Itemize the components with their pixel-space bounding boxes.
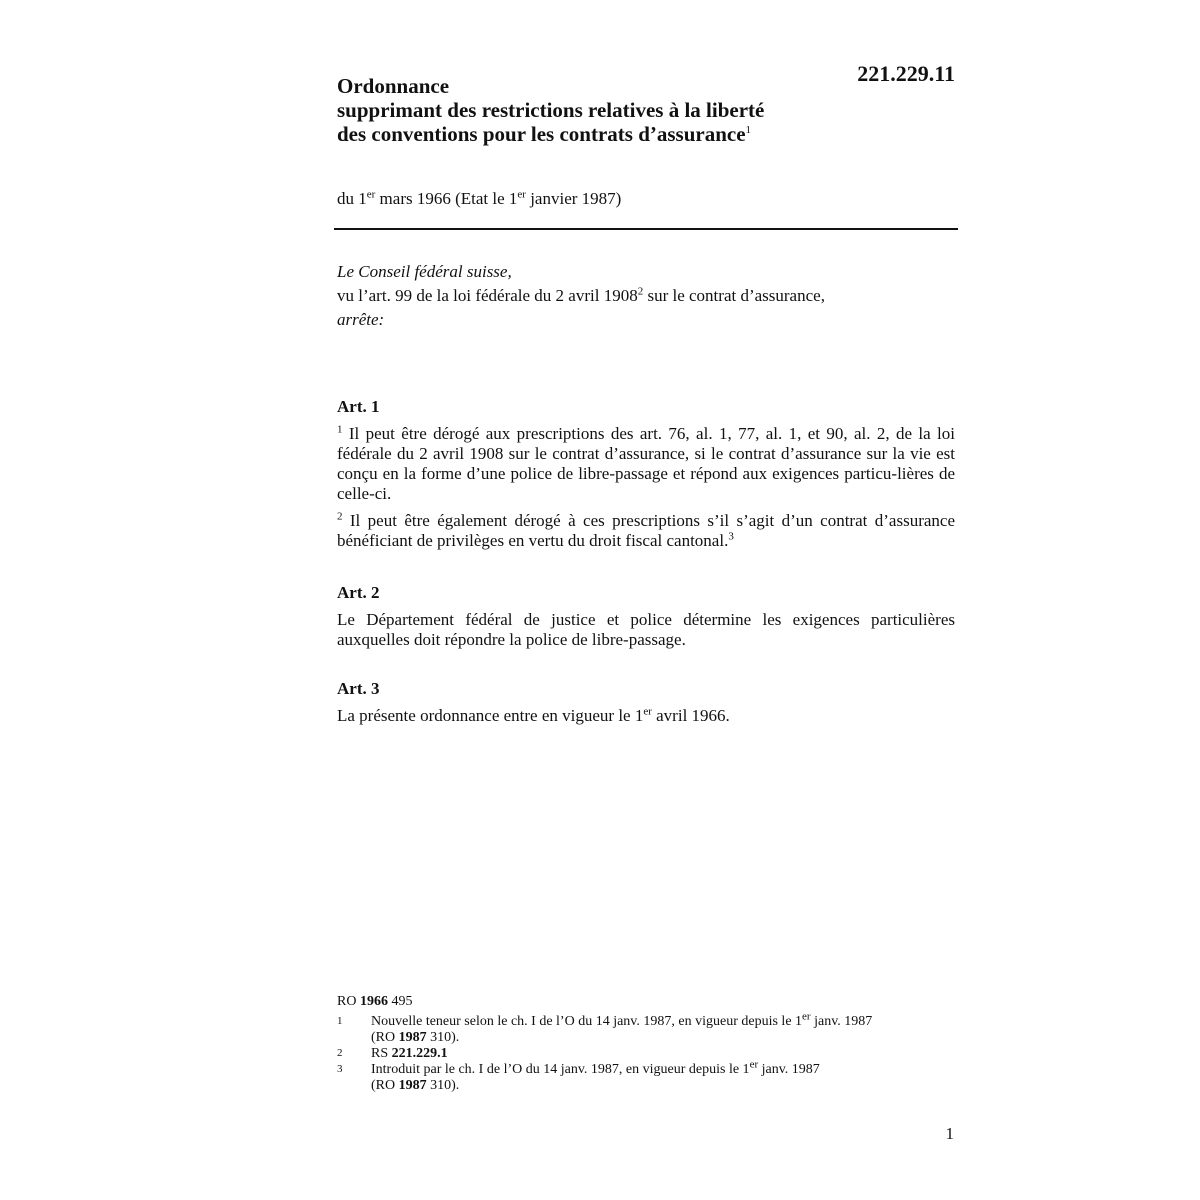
footnote-2 — [337, 1046, 957, 1062]
header-divider — [334, 228, 958, 230]
article-heading: Art. 3 — [337, 679, 380, 698]
footnote-line: RS — [371, 1046, 392, 1061]
footnote-line-suffix: 310). — [426, 1030, 460, 1045]
footnote-line-suffix: janv. 1987 — [810, 1014, 873, 1029]
footnote-ref[interactable]: 3 — [728, 530, 734, 543]
article-1 — [337, 396, 955, 558]
article-3 — [337, 678, 955, 733]
preamble-footnote-ref[interactable]: 2 — [637, 285, 644, 298]
preamble-basis-suffix: sur le contrat d’assurance, — [643, 286, 825, 305]
article-heading: Art. 1 — [337, 397, 380, 416]
ro-page: 495 — [387, 994, 413, 1009]
preamble-decree: arrête: — [337, 310, 385, 329]
sr-number: 221.229.11 — [857, 61, 955, 86]
preamble-basis — [337, 284, 957, 308]
footnote-line: (RO — [371, 1030, 399, 1045]
footnote-sup: er — [802, 1010, 811, 1023]
article-paragraph: Le Département fédéral de justice et police détermine les exigences particulières auxquelles doit répondre la police de libre-passage. — [337, 610, 955, 649]
article-paragraph — [337, 424, 955, 504]
date-middle: mars 1966 (Etat le 1 — [375, 189, 518, 208]
document-title — [337, 74, 837, 146]
footnote-number: 1 — [337, 1015, 343, 1027]
title-line-2: supprimant des restrictions relatives à la liberté — [337, 98, 765, 122]
alinea-number: 1 — [337, 423, 343, 436]
footnote-text — [371, 1010, 957, 1046]
footnote-year: 1987 — [398, 1030, 427, 1045]
footnote-line: (RO — [371, 1078, 399, 1093]
footnote-1 — [337, 1010, 957, 1046]
preamble — [337, 260, 957, 332]
title-line-1: Ordonnance — [337, 74, 450, 98]
date-sup-1: er — [366, 188, 376, 201]
date-prefix: du 1 — [337, 189, 367, 208]
footnote-line: Nouvelle teneur selon le ch. I de l’O du 14 janv. 1987, en vigueur depuis le 1 — [371, 1014, 803, 1029]
article-paragraph — [337, 511, 955, 551]
article-paragraph — [337, 706, 955, 726]
footnote-number: 3 — [337, 1063, 343, 1075]
paragraph-text: Il peut être également dérogé à ces prescriptions s’il s’agit d’un contrat d’assurance bénéficiant de privilèges en vertu du droit fiscal cantonal. — [337, 511, 955, 550]
date-sup-2: er — [517, 188, 526, 201]
alinea-number: 2 — [337, 510, 343, 523]
article-2 — [337, 582, 955, 657]
title-line-3-text: des conventions pour les contrats d’assurance — [337, 122, 746, 146]
preamble-basis-text: vu l’art. 99 de la loi fédérale du 2 avril 1908 — [337, 286, 638, 305]
footnote-line-suffix: janv. 1987 — [758, 1062, 820, 1077]
ro-year: 1966 — [359, 994, 388, 1009]
footnote-sup: er — [749, 1058, 759, 1071]
page-number: 1 — [945, 1124, 954, 1143]
footnote-number: 2 — [337, 1047, 343, 1059]
footnote-line-suffix: 310). — [426, 1078, 460, 1093]
footnote-year: 1987 — [398, 1078, 427, 1093]
paragraph-text-prefix: La présente ordonnance entre en vigueur le 1 — [337, 706, 644, 725]
footnote-text — [371, 1058, 957, 1094]
title-line-3 — [337, 122, 837, 146]
document-date — [337, 187, 621, 211]
date-suffix: janvier 1987) — [525, 189, 622, 208]
paragraph-text-suffix: avril 1966. — [651, 706, 730, 725]
ro-reference — [337, 994, 957, 1010]
article-heading: Art. 2 — [337, 583, 380, 602]
paragraph-text: Il peut être dérogé aux prescriptions des art. 76, al. 1, 77, al. 1, et 90, al. 2, de la loi fédérale du 2 avril 1908 sur le contrat d’assurance, si le contrat d’assurance sur la vie est conçu en la forme d’une police de libre-passage et répond aux exigences particu-lières de celle-ci. — [337, 424, 955, 503]
preamble-authority: Le Conseil fédéral suisse, — [337, 262, 512, 281]
title-footnote-ref[interactable]: 1 — [745, 124, 752, 136]
footnote-line: Introduit par le ch. I de l’O du 14 janv. 1987, en vigueur depuis le 1 — [371, 1062, 750, 1077]
paragraph-sup: er — [643, 705, 652, 718]
ro-prefix: RO — [337, 994, 360, 1009]
footnote-text — [371, 1046, 957, 1062]
footnotes — [337, 994, 957, 1094]
footnote-3 — [337, 1058, 957, 1094]
footnote-sr-ref[interactable]: 221.229.1 — [391, 1046, 448, 1061]
